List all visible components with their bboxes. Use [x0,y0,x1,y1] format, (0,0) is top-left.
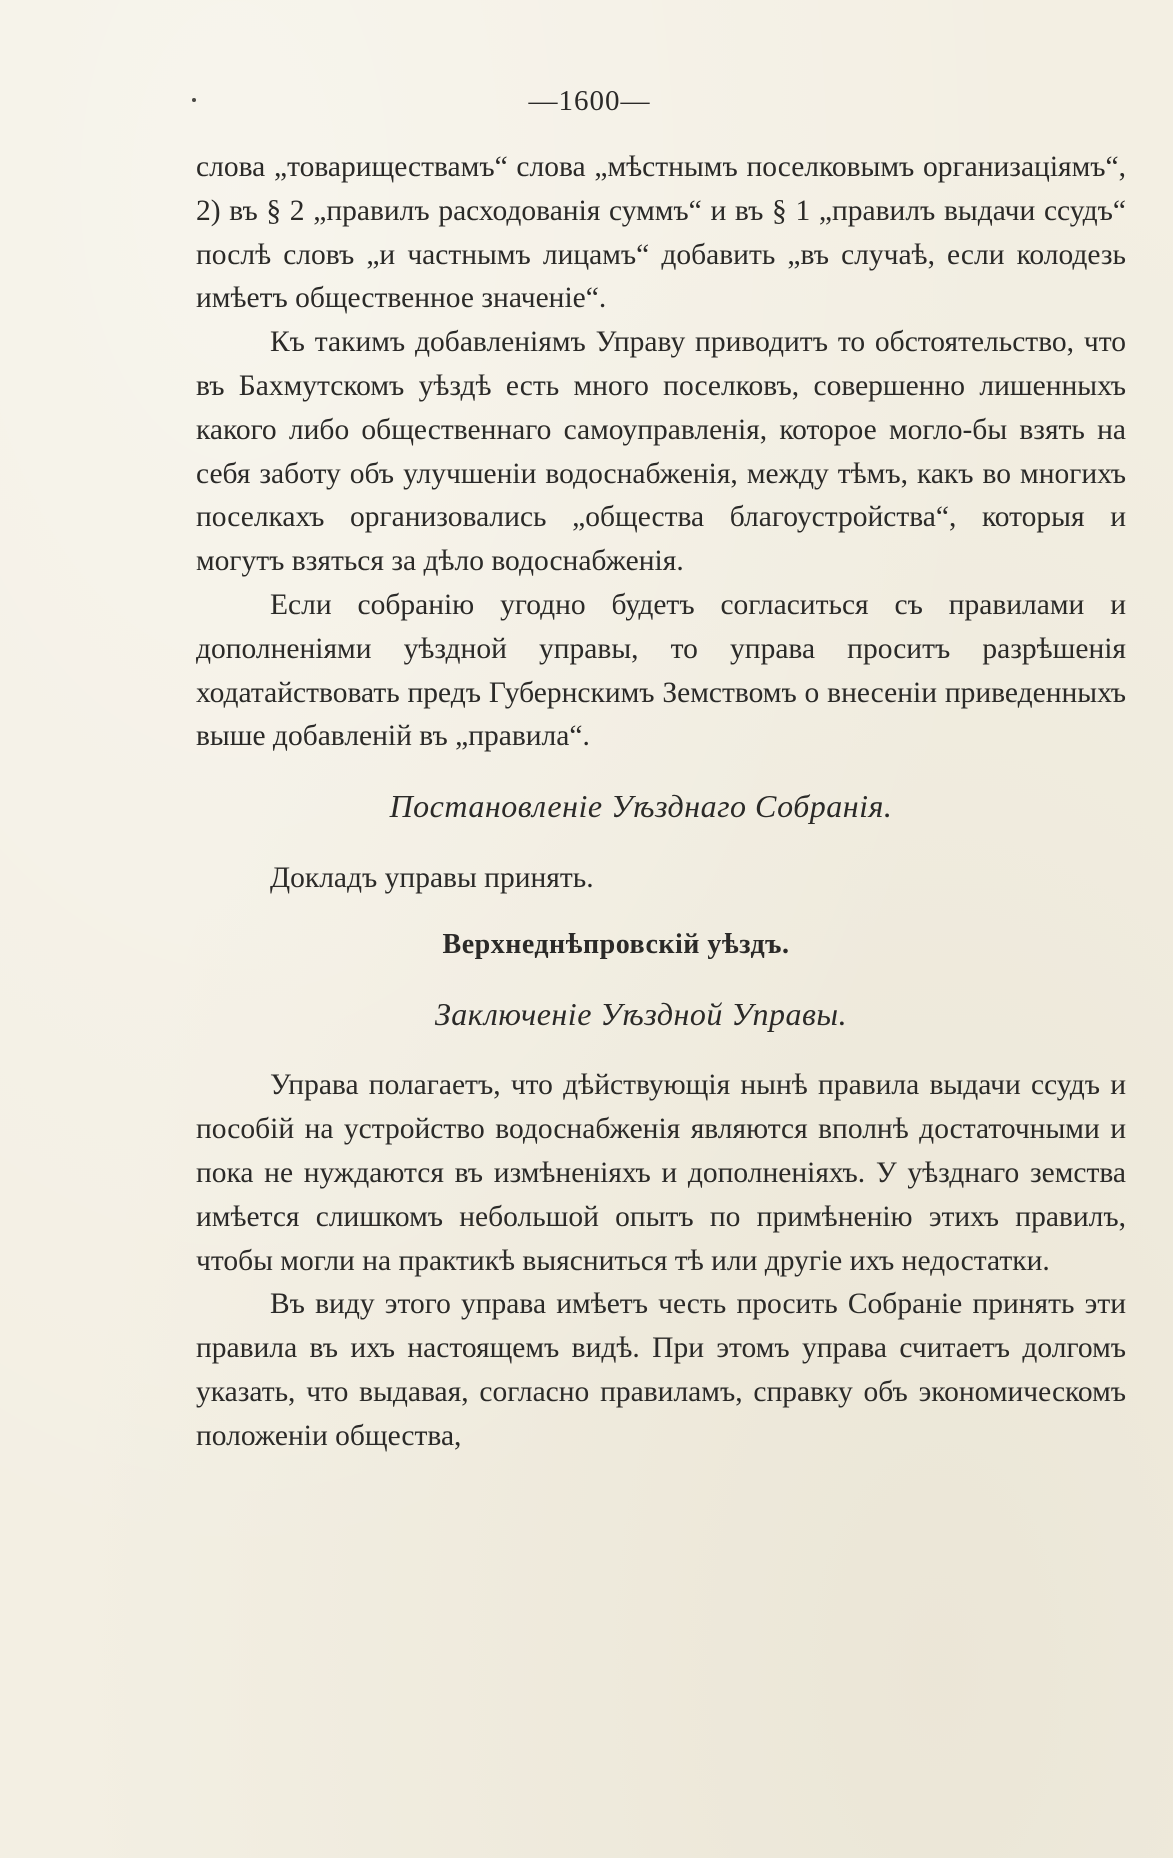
body-text [196,146,1126,1459]
paragraph: Управа полагаетъ, что дѣйствующія нынѣ правила выдачи ссудъ и пособій на устройство водоснабженія являются вполнѣ достаточными и пока не нуждаются въ измѣненіяхъ и дополненіяхъ. У уѣзднаго земства имѣется слишкомъ небольшой опытъ по примѣненію этихъ правилъ, чтобы могли на практикѣ выясниться тѣ или другіе ихъ недостатки. [196,1069,1126,1277]
paragraph-continuation: слова „товариществамъ“ слова „мѣстнымъ поселковымъ организаціямъ“, 2) въ § 2 „правилъ расходованія суммъ“ и въ § 1 „правилъ выдачи ссудъ“ послѣ словъ „и частнымъ лицамъ“ добавить „въ случаѣ, если колодезь имѣетъ общественное значеніе“. [196,151,1126,315]
resolution-heading: Постановленіе Уѣзднаго Собранія. [389,788,893,825]
ink-speck [192,98,196,102]
district-heading: Верхнеднѣпровскій уѣздъ. [442,928,790,960]
resolution-text: Докладъ управы принять. [270,861,594,894]
paragraph: Къ такимъ добавленіямъ Управу приводитъ то обстоятельство, что въ Бахмутскомъ уѣздѣ есть много поселковъ, совершенно лишенныхъ какого либо общественнаго самоуправленія, которое могло-бы взять на себя заботу объ улучшеніи водоснабженія, между тѣмъ, какъ во многихъ поселкахъ организовались „общества благоустройства“, которыя и могутъ взяться за дѣло водоснабженія. [196,326,1126,578]
conclusion-heading: Заключеніе Уѣздной Управы. [434,995,848,1032]
paragraph: Въ виду этого управа имѣетъ честь просить Собраніе принять эти правила въ ихъ настоящемъ видѣ. При этомъ управа считаетъ долгомъ указать, что выдавая, согласно правиламъ, справку объ экономическомъ положеніи общества, [196,1288,1126,1452]
paragraph: Если собранію угодно будетъ согласиться съ правилами и дополненіями уѣздной управы, то управа проситъ разрѣшенія ходатайствовать предъ Губернскимъ Земствомъ о внесеніи приведенныхъ выше добавленій въ „правила“. [196,588,1126,753]
page-number: —1600— [528,85,651,117]
